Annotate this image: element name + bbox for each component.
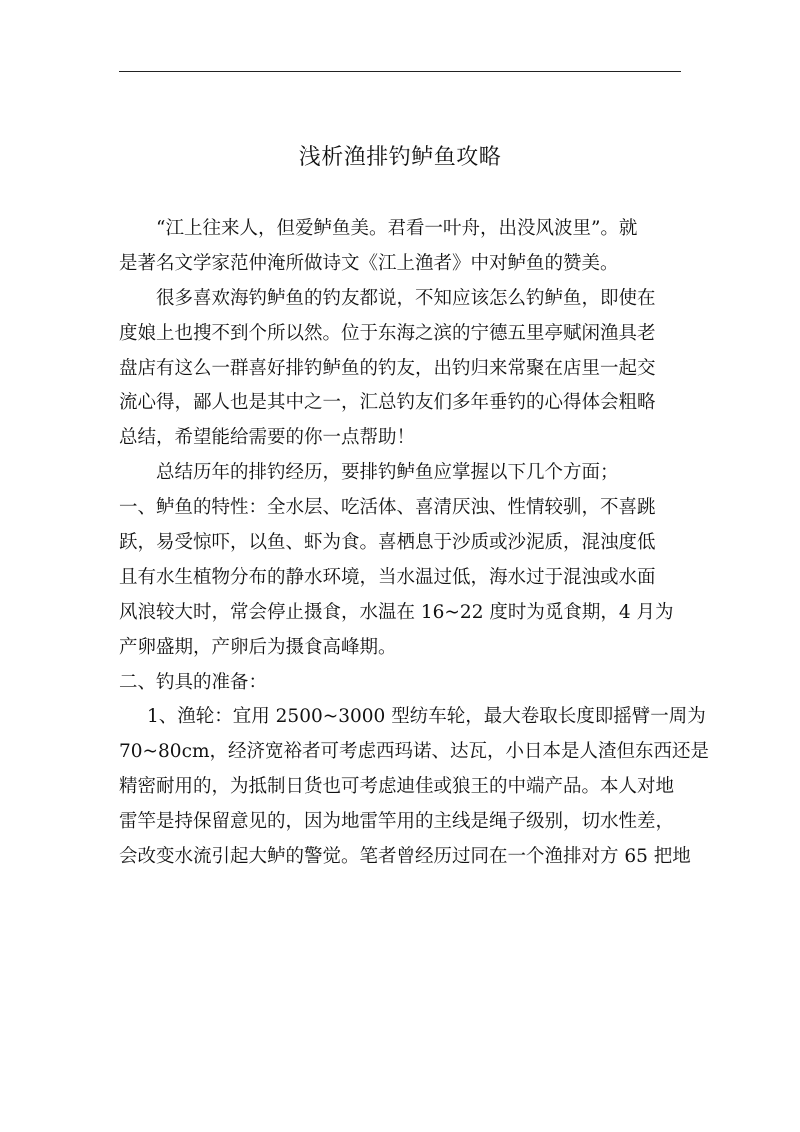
paragraph-line: 精密耐用的，为抵制日货也可考虑迪佳或狼王的中端产品。本人对地 bbox=[119, 776, 675, 798]
paragraph-line: 是著名文学家范仲淹所做诗文《江上渔者》中对鲈鱼的赞美。 bbox=[119, 252, 619, 274]
document-title: 浅析渔排钓鲈鱼攻略 bbox=[298, 145, 502, 170]
document-body bbox=[119, 212, 709, 875]
paragraph-line: 且有水生植物分布的静水环境，当水温过低，海水过于混浊或水面 bbox=[119, 566, 656, 588]
paragraph-line: 盘店有这么一群喜好排钓鲈鱼的钓友，出钓归来常聚在店里一起交 bbox=[119, 357, 656, 379]
paragraph-line: 产卵盛期，产卵后为摄食高峰期。 bbox=[119, 636, 397, 658]
paragraph-line: 度娘上也搜不到个所以然。位于东海之滨的宁德五里亭赋闲渔具老 bbox=[119, 322, 656, 344]
paragraph-line: 总结历年的排钓经历，要排钓鲈鱼应掌握以下几个方面； bbox=[156, 462, 619, 484]
section-heading-line: 二、钓具的准备： bbox=[119, 671, 268, 693]
paragraph-line: 雷竿是持保留意见的，因为地雷竿用的主线是绳子级别，切水性差， bbox=[119, 811, 675, 833]
paragraph-line: 流心得，鄙人也是其中之一，汇总钓友们多年垂钓的心得体会粗略 bbox=[119, 392, 656, 414]
paragraph-line: 跃，易受惊吓，以鱼、虾为食。喜栖息于沙质或沙泥质，混浊度低 bbox=[119, 532, 656, 554]
paragraph-line: 会改变水流引起大鲈的警觉。笔者曾经历过同在一个渔排对方 65 把地 bbox=[119, 846, 691, 868]
header-rule bbox=[119, 71, 681, 72]
paragraph-line: 总结，希望能给需要的你一点帮助！ bbox=[119, 427, 416, 449]
paragraph-line: 很多喜欢海钓鲈鱼的钓友都说，不知应该怎么钓鲈鱼，即使在 bbox=[156, 287, 656, 309]
paragraph-line: 风浪较大时，常会停止摄食，水温在 16~22 度时为觅食期，4 月为 bbox=[119, 601, 674, 623]
paragraph-line: 70~80cm，经济宽裕者可考虑西玛诺、达瓦，小日本是人渣但东西还是 bbox=[119, 741, 709, 763]
list-item-line: 1、渔轮：宜用 2500~3000 型纺车轮，最大卷取长度即摇臂一周为 bbox=[147, 706, 706, 728]
section-heading-line: 一、鲈鱼的特性：全水层、吃活体、喜清厌浊、性情较驯，不喜跳 bbox=[119, 497, 656, 519]
paragraph-line: “江上往来人，但爱鲈鱼美。君看一叶舟，出没风波里”。就 bbox=[156, 218, 638, 239]
